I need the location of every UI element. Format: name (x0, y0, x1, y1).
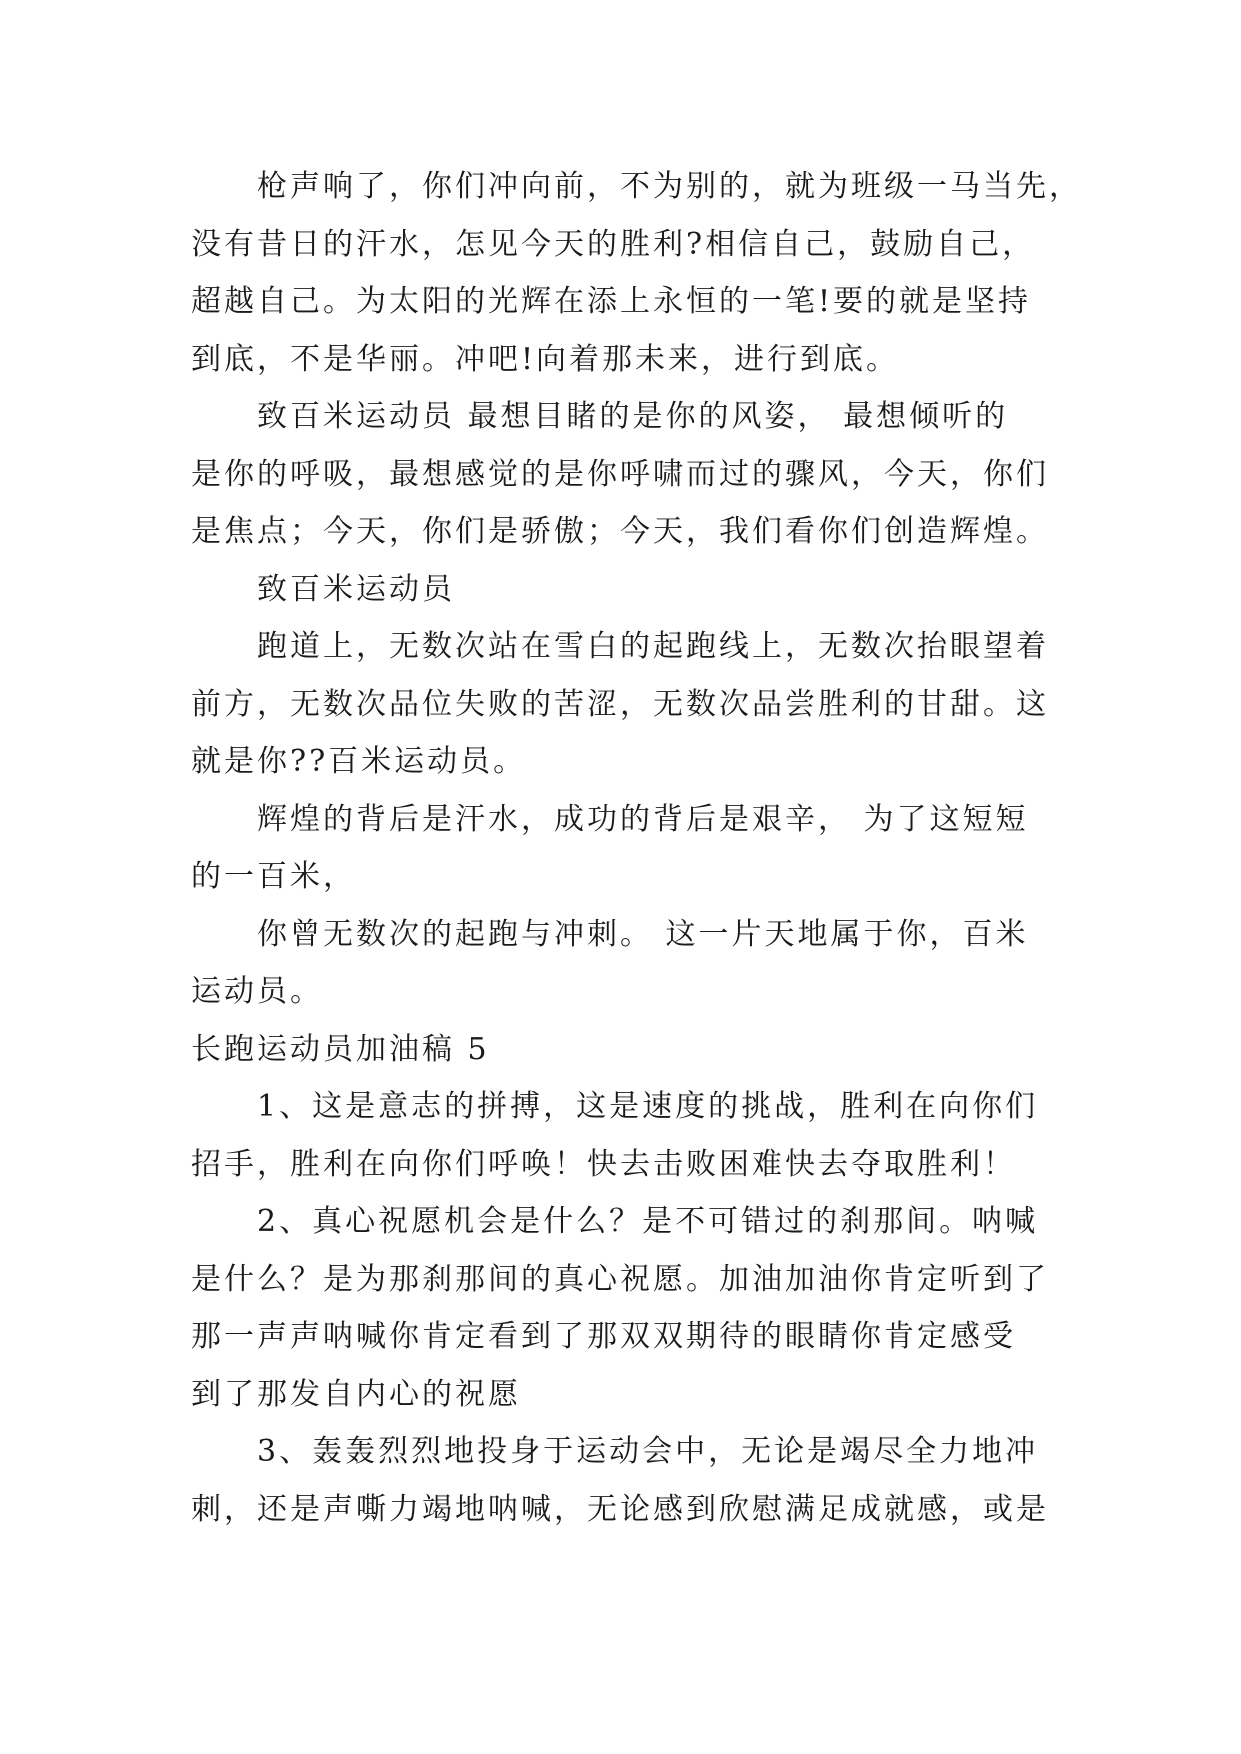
text-line: 就是你??百米运动员。 (191, 744, 527, 779)
section-heading: 长跑运动员加油稿 5 (191, 1031, 490, 1067)
text-line: 招手，胜利在向你们呼唤！快去击败困难快去夺取胜利！ (191, 1146, 1016, 1182)
text-line: 2、真心祝愿机会是什么？是不可错过的刹那间。呐喊 (257, 1204, 1039, 1239)
text-line: 致百米运动员 (257, 571, 455, 607)
text-line: 是焦点；今天，你们是骄傲；今天，我们看你们创造辉煌。 (191, 514, 1049, 549)
text-line: 是什么？是为那刹那间的真心祝愿。加油加油你肯定听到了 (191, 1261, 1049, 1297)
text-line: 辉煌的背后是汗水，成功的背后是艰辛， 为了这短短 (257, 801, 1029, 837)
text-line: 3、轰轰烈烈地投身于运动会中，无论是竭尽全力地冲 (257, 1434, 1039, 1469)
text-line: 运动员。 (191, 974, 323, 1009)
text-line: 那一声声呐喊你肯定看到了那双双期待的眼睛你肯定感受 (191, 1319, 1016, 1354)
text-line: 致百米运动员 最想目睹的是你的风姿， 最想倾听的 (257, 399, 1009, 434)
text-line: 超越自己。为太阳的光辉在添上永恒的一笔!要的就是坚持 (191, 284, 1032, 319)
text-line: 1、这是意志的拼搏，这是速度的挑战，胜利在向你们 (257, 1089, 1039, 1124)
text-line: 到了那发自内心的祝愿 (191, 1376, 521, 1412)
text-line: 跑道上，无数次站在雪白的起跑线上，无数次抬眼望着 (257, 629, 1049, 664)
text-line: 没有昔日的汗水，怎见今天的胜利?相信自己，鼓励自己， (191, 226, 1036, 262)
text-line: 是你的呼吸，最想感觉的是你呼啸而过的骤风，今天，你们 (191, 456, 1049, 492)
text-line: 刺，还是声嘶力竭地呐喊，无论感到欣慰满足成就感，或是 (191, 1491, 1049, 1527)
text-line: 你曾无数次的起跑与冲刺。 这一片天地属于你，百米 (257, 916, 1029, 952)
text-line: 枪声响了，你们冲向前，不为别的，就为班级一马当先， (257, 169, 1082, 204)
document-body (191, 158, 1082, 1538)
text-line: 的一百米， (191, 859, 356, 894)
text-line: 前方，无数次品位失败的苦涩，无数次品尝胜利的甘甜。这 (191, 686, 1049, 722)
text-line: 到底，不是华丽。冲吧!向着那未来，进行到底。 (191, 341, 900, 377)
